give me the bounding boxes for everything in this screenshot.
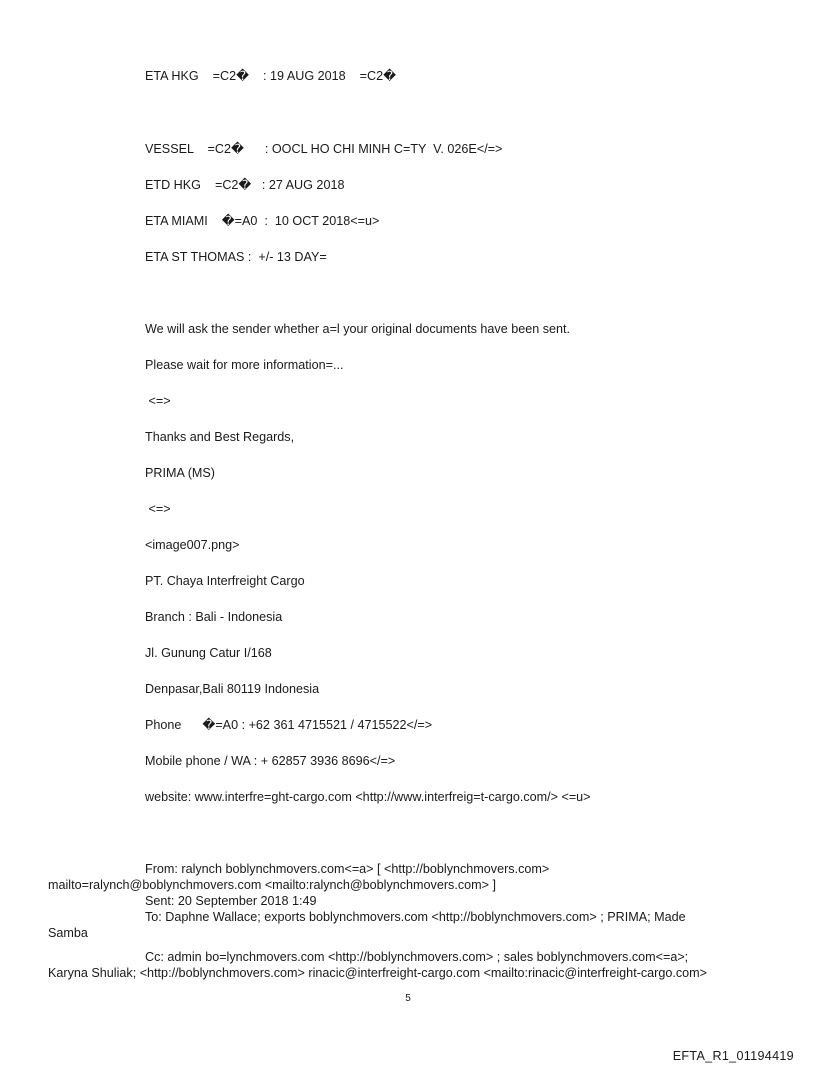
eta-st-thomas-line: ETA ST THOMAS : +/- 13 DAY= (145, 250, 327, 264)
address-line: Jl. Gunung Catur I/168 (145, 646, 272, 660)
etd-hkg-line: ETD HKG =C2� : 27 AUG 2018 (145, 178, 345, 192)
spacer-line: <=> (145, 394, 171, 408)
eta-hkg-line: ETA HKG =C2� : 19 AUG 2018 =C2� (145, 69, 396, 83)
to-continuation-line: Samba (48, 926, 88, 940)
page-number: 5 (405, 993, 411, 1004)
mobile-line: Mobile phone / WA : + 62857 3936 8696</=> (145, 754, 396, 768)
signoff-line: Thanks and Best Regards, (145, 430, 295, 444)
eta-miami-line: ETA MIAMI �=A0 : 10 OCT 2018<=u> (145, 214, 380, 228)
city-line: Denpasar,Bali 80119 Indonesia (145, 682, 320, 696)
document-id: EFTA_R1_01194419 (672, 1049, 794, 1063)
from-line: From: ralynch boblynchmovers.com<=a> [ <http://boblynchmovers.com> (145, 862, 550, 876)
cc-continuation-line: Karyna Shuliak; <http://boblynchmovers.com> rinacic@interfreight-cargo.com <mailto:rinacic@interfreight-cargo.com> (48, 966, 708, 980)
message-line: We will ask the sender whether a=l your original documents have been sent. (145, 322, 571, 336)
cc-line: Cc: admin bo=lynchmovers.com <http://boblynchmovers.com> ; sales boblynchmovers.com<=a>; (145, 950, 689, 964)
company-name: PT. Chaya Interfreight Cargo (145, 574, 305, 588)
message-line: Please wait for more information=... (145, 358, 344, 372)
branch-line: Branch : Bali - Indonesia (145, 610, 283, 624)
website-line: website: www.interfre=ght-cargo.com <http://www.interfreig=t-cargo.com/> <=u> (145, 790, 591, 804)
sent-line: Sent: 20 September 2018 1:49 (145, 894, 317, 908)
spacer-line: <=> (145, 502, 171, 516)
image-placeholder: <image007.png> (145, 538, 240, 552)
to-line: To: Daphne Wallace; exports boblynchmovers.com <http://boblynchmovers.com> ; PRIMA; Made (145, 910, 686, 924)
sender-name: PRIMA (MS) (145, 466, 215, 480)
phone-line: Phone �=A0 : +62 361 4715521 / 4715522</=> (145, 718, 433, 732)
from-mailto-line: mailto=ralynch@boblynchmovers.com <mailto:ralynch@boblynchmovers.com> ] (48, 878, 496, 892)
vessel-line: VESSEL =C2� : OOCL HO CHI MINH C=TY V. 026E</=> (145, 142, 503, 156)
